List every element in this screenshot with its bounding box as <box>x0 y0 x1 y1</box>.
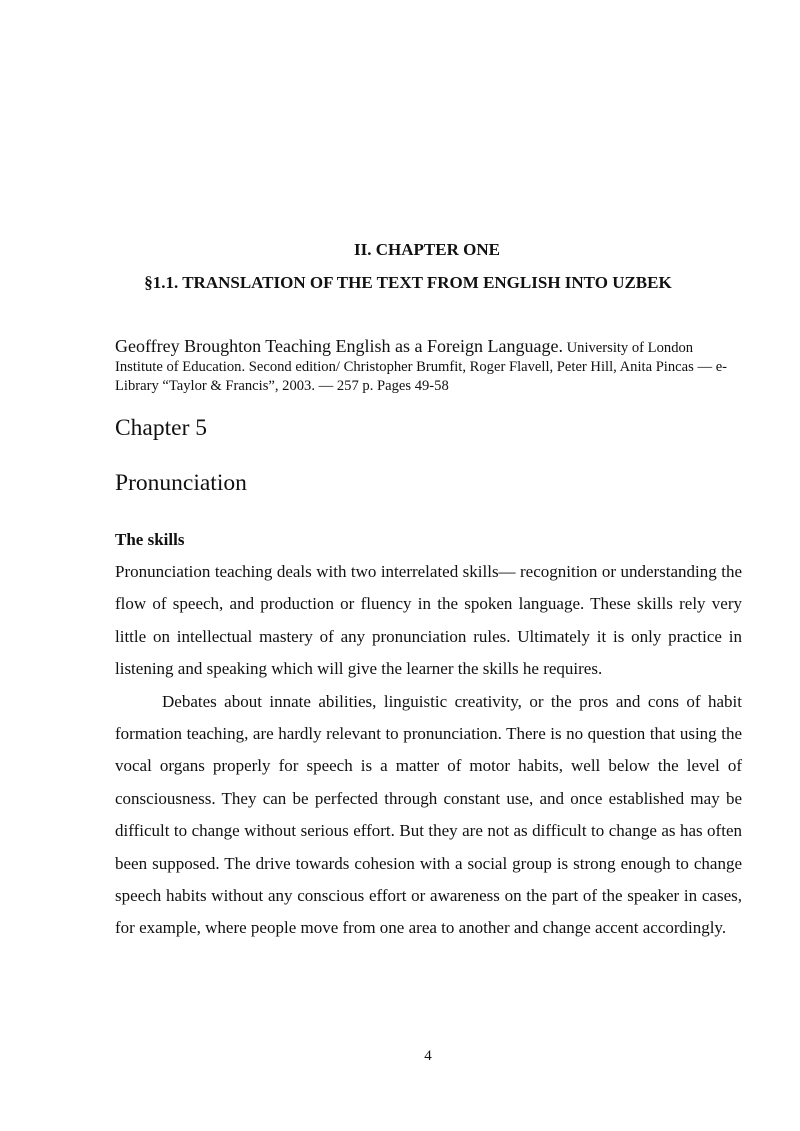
topic-label: Pronunciation <box>115 470 247 496</box>
page-number: 4 <box>424 1048 432 1064</box>
body-text <box>115 556 742 945</box>
citation-title: Geoffrey Broughton Teaching English as a Foreign Language. <box>115 336 563 356</box>
section-heading: §1.1. TRANSLATION OF THE TEXT FROM ENGLISH INTO UZBEK <box>144 273 672 292</box>
paragraph-1: Pronunciation teaching deals with two interrelated skills— recognition or understanding the flow of speech, and production or fluency in the spoken language. These skills rely very little on intellectual mastery of any pronunciation rules. Ultimately it is only practice in listening and speaking which will give the learner the skills he requires. <box>115 562 742 679</box>
paragraph-2: Debates about innate abilities, linguistic creativity, or the pros and cons of habit formation teaching, are hardly relevant to pronunciation. There is no question that using the vocal organs properly for speech is a matter of motor habits, well below the level of consciousness. They can be perfected through constant use, and once established may be difficult to change without serious effort. But they are not as difficult to change as has often been supposed. The drive towards cohesion with a social group is strong enough to change speech habits without any conscious effort or awareness on the part of the speaker in cases, for example, where people move from one area to another and change accent accordingly. <box>115 691 742 938</box>
chapter-label: Chapter 5 <box>115 415 208 441</box>
citation-details: University of London Institute of Education. Second edition/ Christopher Brumfit, Roger Flavell, Peter Hill, Anita Pincas — e-Library “Taylor & Francis”, 2003. — 257 p. Pages 49-58 <box>115 340 728 394</box>
subheading: The skills <box>115 530 185 549</box>
chapter-heading: II. CHAPTER ONE <box>354 240 500 259</box>
citation <box>115 337 742 396</box>
